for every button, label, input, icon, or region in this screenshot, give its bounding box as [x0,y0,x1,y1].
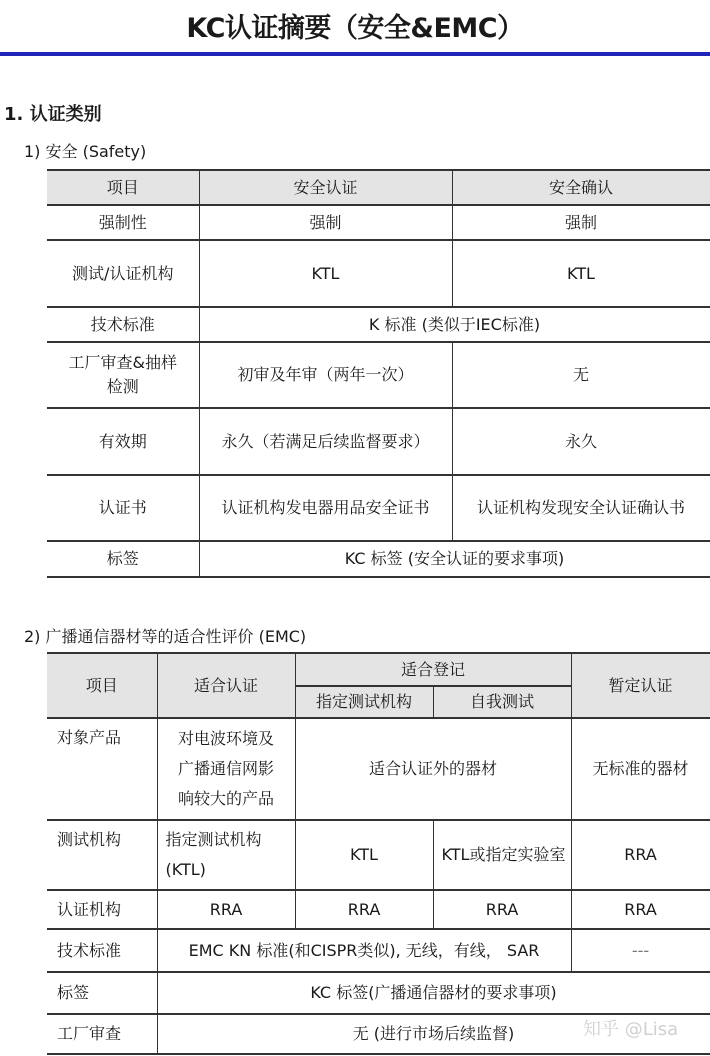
header-cell: 暂定认证 [571,653,710,718]
page-title: KC认证摘要（安全&EMC） [186,13,524,44]
table-row [47,408,710,475]
cell: 测试/认证机构 [47,240,199,307]
header-cell: 项目 [47,653,157,718]
cell: KC 标签 (安全认证的要求事项) [199,541,710,577]
cell: 认证书 [47,475,199,541]
cell: 工厂审查&抽样检测 [47,342,199,408]
table-row [47,718,710,820]
cell: 对电波环境及广播通信网影响较大的产品 [157,718,295,820]
table-header [47,653,710,686]
cell: 认证机构 [47,890,157,929]
cell: 强制 [199,205,452,240]
header-cell: 指定测试机构 [295,686,433,718]
header-cell: 安全确认 [452,170,710,205]
cell: RRA [571,820,710,890]
emc-table [47,652,710,1055]
cell: RRA [295,890,433,929]
table-row [47,240,710,307]
cell: 适合认证外的器材 [295,718,571,820]
table-header [47,170,710,205]
cell: 标签 [47,972,157,1014]
header-cell: 安全认证 [199,170,452,205]
cell: 永久（若满足后续监督要求） [199,408,452,475]
emc-heading: 2) 广播通信器材等的适合性评价 (EMC) [24,627,307,646]
table-row [47,972,710,1014]
cell: KTL [295,820,433,890]
watermark: 知乎 @Lisa [583,1019,679,1040]
cell: KC 标签(广播通信器材的要求事项) [157,972,710,1014]
title-divider [0,52,710,56]
cell: 强制 [452,205,710,240]
cell: RRA [571,890,710,929]
section-heading: 1. 认证类别 [4,104,102,125]
cell: 无 (进行市场后续监督) [157,1014,710,1054]
cell: EMC KN 标准(和CISPR类似), 无线，有线， SAR [157,929,571,972]
table-row [47,890,710,929]
cell: 认证机构发电器用品安全证书 [199,475,452,541]
cell: KTL [199,240,452,307]
cell: 对象产品 [47,718,157,820]
table-row [47,205,710,240]
header-cell: 项目 [47,170,199,205]
safety-heading: 1) 安全 (Safety) [24,142,147,161]
table-row [47,820,710,890]
cell: 技术标准 [47,307,199,342]
cell: 无 [452,342,710,408]
cell: 有效期 [47,408,199,475]
cell: 认证机构发现安全认证确认书 [452,475,710,541]
header-cell: 适合登记 [295,653,571,686]
cell: 永久 [452,408,710,475]
cell: --- [571,929,710,972]
cell: 无标准的器材 [571,718,710,820]
cell: 技术标准 [47,929,157,972]
safety-table [47,169,710,578]
cell: RRA [433,890,571,929]
cell: 指定测试机构(KTL) [157,820,295,890]
cell: 工厂审查 [47,1014,157,1054]
table-row [47,541,710,577]
header-cell: 自我测试 [433,686,571,718]
cell: K 标准 (类似于IEC标准) [199,307,710,342]
table-row [47,475,710,541]
cell: KTL [452,240,710,307]
table-row [47,307,710,342]
cell: 测试机构 [47,820,157,890]
table-row [47,929,710,972]
table-row [47,342,710,408]
cell: RRA [157,890,295,929]
cell: 强制性 [47,205,199,240]
cell: KTL或指定实验室 [433,820,571,890]
cell: 标签 [47,541,199,577]
cell: 初审及年审（两年一次） [199,342,452,408]
header-cell: 适合认证 [157,653,295,718]
